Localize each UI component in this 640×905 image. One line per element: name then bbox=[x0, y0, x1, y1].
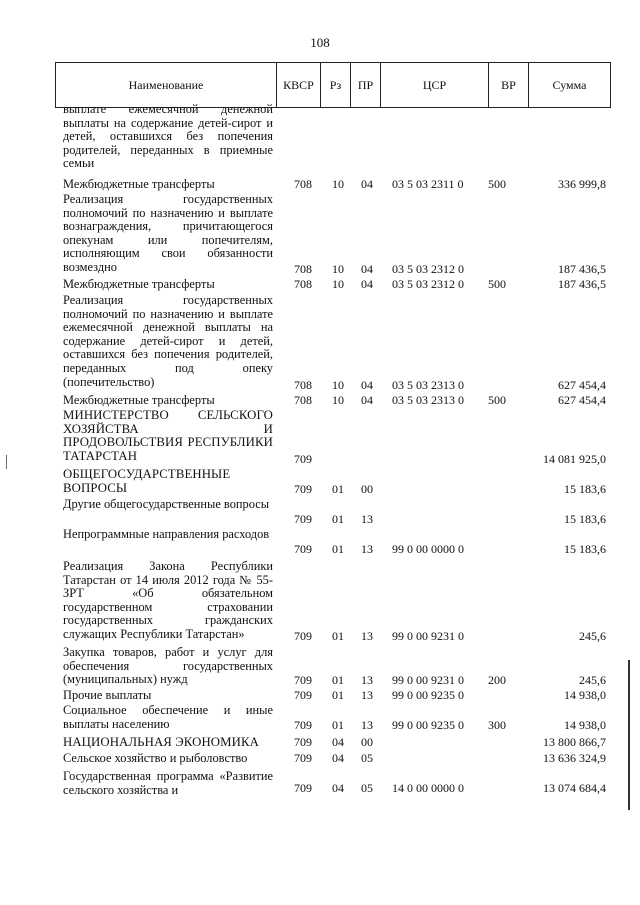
row-kvsr: 709 bbox=[294, 542, 312, 556]
row-kvsr: 709 bbox=[294, 735, 312, 749]
row-rz: 10 bbox=[332, 277, 344, 291]
row-rz: 01 bbox=[332, 718, 344, 732]
row-csr: 03 5 03 2311 0 bbox=[392, 177, 464, 191]
row-sum: 14 938,0 bbox=[564, 688, 606, 702]
row-rz: 01 bbox=[332, 512, 344, 526]
row-sum: 15 183,6 bbox=[564, 512, 606, 526]
row-sum: 13 800 866,7 bbox=[543, 735, 606, 749]
header-vr: ВР bbox=[489, 63, 529, 107]
row-kvsr: 709 bbox=[294, 751, 312, 765]
row-rz: 01 bbox=[332, 673, 344, 687]
row-rz: 01 bbox=[332, 629, 344, 643]
row-sum: 13 636 324,9 bbox=[543, 751, 606, 765]
row-name: Прочие выплаты bbox=[63, 688, 152, 702]
row-pr: 00 bbox=[361, 735, 373, 749]
row-csr: 03 5 03 2312 0 bbox=[392, 262, 464, 276]
row-pr: 05 bbox=[361, 781, 373, 795]
header-kvsr: КВСР bbox=[277, 63, 321, 107]
page-number: 108 bbox=[310, 35, 330, 50]
row-rz: 04 bbox=[332, 781, 344, 795]
row-sum: 15 183,6 bbox=[564, 542, 606, 556]
row-kvsr: 709 bbox=[294, 452, 312, 466]
row-name: Реализация государственных полномочий по назначению и выплате вознаграждения, причитающегося опекунам или попечителям, исполняющим свои обязанности возмездно bbox=[63, 192, 273, 274]
row-vr: 300 bbox=[488, 718, 506, 732]
row-rz: 10 bbox=[332, 177, 344, 191]
row-name: ОБЩЕГОСУДАРСТВЕННЫЕ ВОПРОСЫ bbox=[63, 467, 231, 495]
row-vr: 500 bbox=[488, 177, 506, 191]
row-rz: 04 bbox=[332, 751, 344, 765]
row-name: Реализация государственных полномочий по назначению и выплате ежемесячной денежной выплаты на содержание детей-сирот и детей, оставшихся без попечения родителей, переданных под опеку (попечительство) bbox=[63, 293, 273, 389]
row-csr: 99 0 00 9235 0 bbox=[392, 688, 464, 702]
row-name: Межбюджетные трансферты bbox=[63, 177, 215, 191]
row-rz: 01 bbox=[332, 482, 344, 496]
row-name: Закупка товаров, работ и услуг для обеспечения государственных (муниципальных) нужд bbox=[63, 645, 273, 687]
margin-mark bbox=[6, 455, 7, 469]
row-sum: 627 454,4 bbox=[558, 378, 606, 392]
row-sum: 245,6 bbox=[579, 673, 606, 687]
row-pr: 13 bbox=[361, 629, 373, 643]
row-sum: 336 999,8 bbox=[558, 177, 606, 191]
row-csr: 03 5 03 2313 0 bbox=[392, 393, 464, 407]
row-rz: 10 bbox=[332, 378, 344, 392]
row-rz: 01 bbox=[332, 542, 344, 556]
row-pr: 04 bbox=[361, 262, 373, 276]
row-pr: 04 bbox=[361, 378, 373, 392]
row-vr: 200 bbox=[488, 673, 506, 687]
row-rz: 04 bbox=[332, 735, 344, 749]
page-edge-line bbox=[628, 660, 630, 810]
row-kvsr: 708 bbox=[294, 393, 312, 407]
header-csr: ЦСР bbox=[381, 63, 489, 107]
row-csr: 03 5 03 2312 0 bbox=[392, 277, 464, 291]
row-kvsr: 709 bbox=[294, 688, 312, 702]
header-name: Наименование bbox=[56, 63, 277, 107]
row-name: Межбюджетные трансферты bbox=[63, 277, 215, 291]
row-vr: 500 bbox=[488, 393, 506, 407]
row-csr: 99 0 00 0000 0 bbox=[392, 542, 464, 556]
row-kvsr: 709 bbox=[294, 781, 312, 795]
row-sum: 245,6 bbox=[579, 629, 606, 643]
row-name: Другие общегосударственные вопросы bbox=[63, 497, 270, 511]
row-kvsr: 708 bbox=[294, 277, 312, 291]
row-kvsr: 708 bbox=[294, 177, 312, 191]
row-name: Государственная программа «Развитие сельского хозяйства и bbox=[63, 769, 273, 797]
row-sum: 14 081 925,0 bbox=[543, 452, 606, 466]
header-pr: ПР bbox=[351, 63, 381, 107]
row-kvsr: 709 bbox=[294, 629, 312, 643]
row-csr: 03 5 03 2313 0 bbox=[392, 378, 464, 392]
row-name: МИНИСТЕРСТВО СЕЛЬСКОГО ХОЗЯЙСТВА И ПРОДОВОЛЬСТВИЯ РЕСПУБЛИКИ ТАТАРСТАН bbox=[63, 408, 273, 463]
row-sum: 627 454,4 bbox=[558, 393, 606, 407]
row-kvsr: 709 bbox=[294, 512, 312, 526]
row-sum: 187 436,5 bbox=[558, 262, 606, 276]
row-kvsr: 708 bbox=[294, 378, 312, 392]
row-pr: 05 bbox=[361, 751, 373, 765]
row-vr: 500 bbox=[488, 277, 506, 291]
row-name: НАЦИОНАЛЬНАЯ ЭКОНОМИКА bbox=[63, 735, 259, 749]
row-kvsr: 709 bbox=[294, 673, 312, 687]
row-pr: 13 bbox=[361, 542, 373, 556]
row-sum: 14 938,0 bbox=[564, 718, 606, 732]
row-sum: 15 183,6 bbox=[564, 482, 606, 496]
row-csr: 14 0 00 0000 0 bbox=[392, 781, 464, 795]
row-pr: 04 bbox=[361, 277, 373, 291]
header-rz: Рз bbox=[321, 63, 351, 107]
row-sum: 13 074 684,4 bbox=[543, 781, 606, 795]
row-pr: 13 bbox=[361, 718, 373, 732]
row-name: Межбюджетные трансферты bbox=[63, 393, 215, 407]
row-name: выплате ежемесячной денежной выплаты на содержание детей-сирот и детей, оставшихся без попечения родителей, переданных в приемные семьи bbox=[63, 102, 273, 171]
row-pr: 13 bbox=[361, 673, 373, 687]
row-rz: 01 bbox=[332, 688, 344, 702]
header-sum: Сумма bbox=[552, 78, 587, 92]
row-pr: 13 bbox=[361, 512, 373, 526]
row-rz: 10 bbox=[332, 393, 344, 407]
row-rz: 10 bbox=[332, 262, 344, 276]
row-kvsr: 708 bbox=[294, 262, 312, 276]
row-csr: 99 0 00 9231 0 bbox=[392, 673, 464, 687]
row-name: Социальное обеспечение и иные выплаты населению bbox=[63, 703, 273, 731]
row-kvsr: 709 bbox=[294, 718, 312, 732]
row-pr: 04 bbox=[361, 177, 373, 191]
row-pr: 04 bbox=[361, 393, 373, 407]
row-kvsr: 709 bbox=[294, 482, 312, 496]
row-pr: 13 bbox=[361, 688, 373, 702]
row-csr: 99 0 00 9231 0 bbox=[392, 629, 464, 643]
row-pr: 00 bbox=[361, 482, 373, 496]
row-name: Непрограммные направления расходов bbox=[63, 527, 270, 541]
row-name: Сельское хозяйство и рыболовство bbox=[63, 751, 248, 765]
row-name: Реализация Закона Республики Татарстан от 14 июля 2012 года № 55-ЗРТ «Об обязательном государственном страховании государственных гражданских служащих Республики Татарстан» bbox=[63, 559, 273, 641]
row-sum: 187 436,5 bbox=[558, 277, 606, 291]
row-csr: 99 0 00 9235 0 bbox=[392, 718, 464, 732]
